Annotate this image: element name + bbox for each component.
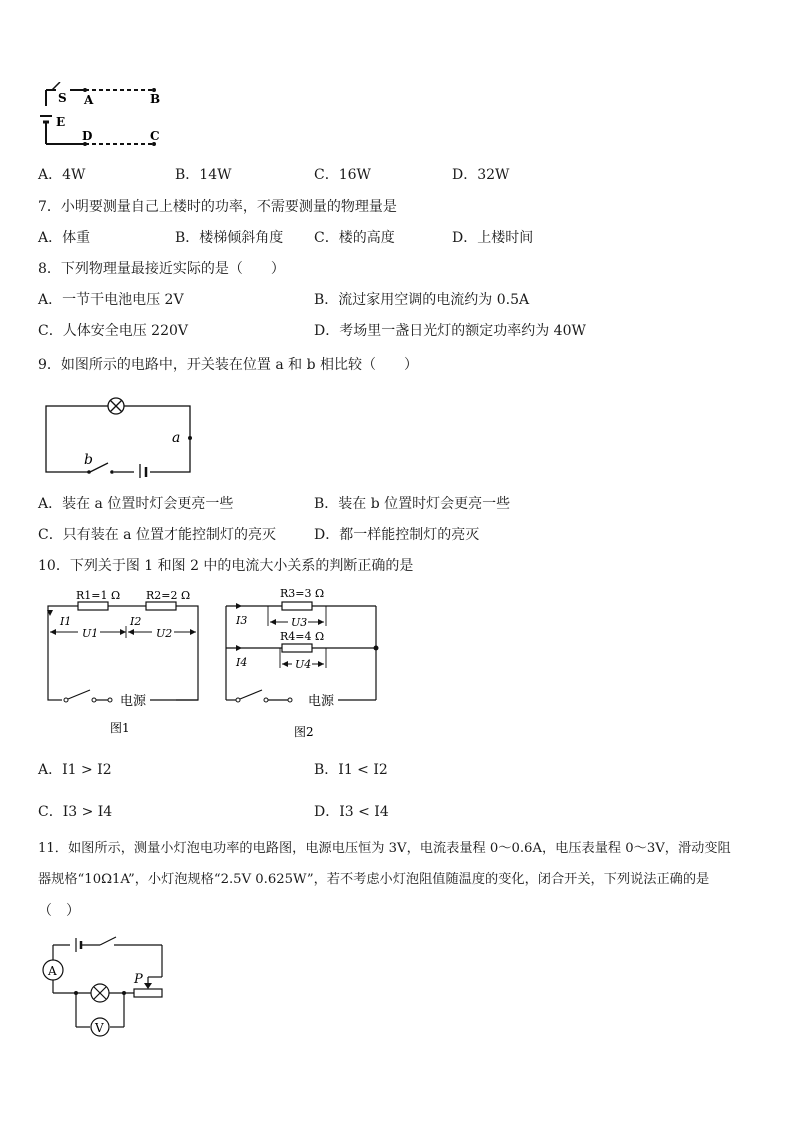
q8-option-c[interactable]: C．人体安全电压 220V <box>38 323 188 339</box>
q9-option-c[interactable]: C．只有装在 a 位置才能控制灯的亮灭 <box>38 527 276 543</box>
label-c: C <box>150 129 160 143</box>
label-e: E <box>56 115 66 129</box>
q9-label-a: a <box>172 430 181 446</box>
fig1-source-label: 电源 <box>120 694 147 709</box>
fig2-u4-label: U4 <box>295 658 312 671</box>
label-b: B <box>150 92 161 106</box>
q9-option-a[interactable]: A．装在 a 位置时灯会更亮一些 <box>38 496 234 512</box>
label-s: S <box>58 91 67 105</box>
q10-option-a[interactable]: A．I1 > I2 <box>38 762 112 778</box>
q6-circuit-figure <box>30 82 170 152</box>
fig1-r2-label: R2=2 Ω <box>146 589 191 602</box>
q7-stem: 7．小明要测量自己上楼时的功率，不需要测量的物理量是 <box>38 199 397 215</box>
q8-option-d[interactable]: D．考场里一盏日光灯的额定功率约为 40W <box>314 323 586 339</box>
q9-option-b[interactable]: B．装在 b 位置时灯会更亮一些 <box>314 496 511 512</box>
q7-option-a[interactable]: A．体重 <box>38 230 91 246</box>
fig1-i2-label: I2 <box>130 615 142 628</box>
label-d: D <box>82 129 93 143</box>
q8-option-a[interactable]: A．一节干电池电压 2V <box>38 292 184 308</box>
fig1-i1-label: I1 <box>60 615 72 628</box>
q10-figure-1 <box>42 586 204 736</box>
fig2-source-label: 电源 <box>308 694 335 709</box>
q10-option-c[interactable]: C．I3 > I4 <box>38 804 113 820</box>
q6-option-b[interactable]: B．14W <box>175 167 232 183</box>
label-a: A <box>84 93 94 107</box>
fig1-r1-label: R1=1 Ω <box>76 589 121 602</box>
q11-slider-label: P <box>134 972 143 987</box>
q6-option-c[interactable]: C．16W <box>314 167 371 183</box>
q8-stem: 8．下列物理量最接近实际的是（ ） <box>38 261 285 277</box>
q9-circuit-figure <box>44 394 196 478</box>
q7-option-c[interactable]: C．楼的高度 <box>314 230 395 246</box>
fig1-u2-label: U2 <box>156 627 173 640</box>
q11-stem-line3: （ ） <box>38 903 80 919</box>
fig2-i4-label: I4 <box>236 656 248 669</box>
fig1-caption: 图1 <box>110 721 130 735</box>
q6-option-d[interactable]: D．32W <box>452 167 510 183</box>
fig1-u1-label: U1 <box>82 627 99 640</box>
q8-option-b[interactable]: B．流过家用空调的电流约为 0.5A <box>314 292 530 308</box>
q11-circuit-figure <box>40 933 170 1038</box>
q11-voltmeter-label: V <box>95 1021 104 1035</box>
q9-option-d[interactable]: D．都一样能控制灯的亮灭 <box>314 527 480 543</box>
q7-option-d[interactable]: D．上楼时间 <box>452 230 534 246</box>
q11-ammeter-label: A <box>48 964 57 978</box>
fig2-caption: 图2 <box>294 725 314 739</box>
q10-stem: 10．下列关于图 1 和图 2 中的电流大小关系的判断正确的是 <box>38 558 414 574</box>
q7-option-b[interactable]: B．楼梯倾斜角度 <box>175 230 284 246</box>
q9-label-b: b <box>84 452 93 468</box>
q11-stem-line2: 器规格“10Ω1A”，小灯泡规格“2.5V 0.625W”，若不考虑小灯泡阻值随温度的变化，闭合开关，下列说法正确的是 <box>38 872 710 887</box>
q10-option-d[interactable]: D．I3 < I4 <box>314 804 389 820</box>
q6-option-a[interactable]: A．4W <box>38 167 86 183</box>
fig2-u3-label: U3 <box>291 616 308 629</box>
fig2-r3-label: R3=3 Ω <box>280 587 325 600</box>
q11-stem-line1: 11．如图所示，测量小灯泡电功率的电路图，电源电压恒为 3V，电流表量程 0～0.6A，电压表量程 0～3V，滑动变阻 <box>38 841 731 856</box>
fig2-r4-label: R4=4 Ω <box>280 630 325 643</box>
q10-option-b[interactable]: B．I1 < I2 <box>314 762 388 778</box>
q10-figure-2 <box>222 584 384 740</box>
q9-stem: 9．如图所示的电路中，开关装在位置 a 和 b 相比较（ ） <box>38 357 419 373</box>
fig2-i3-label: I3 <box>236 614 248 627</box>
